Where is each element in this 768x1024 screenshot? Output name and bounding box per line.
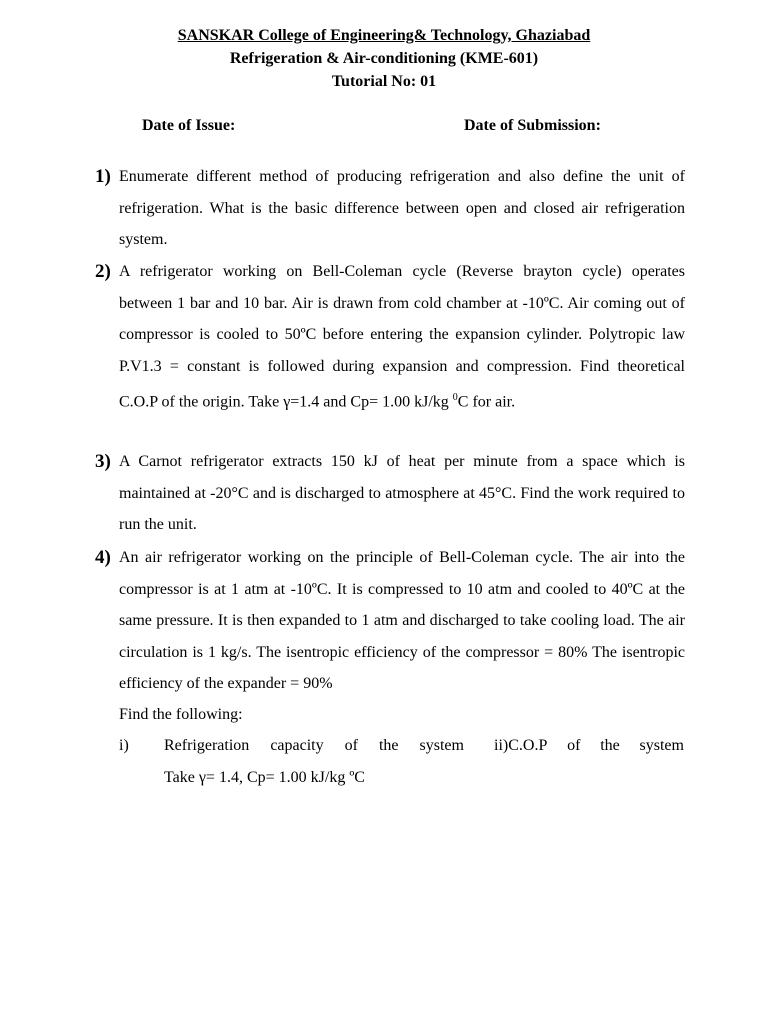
word: the bbox=[600, 737, 620, 754]
question-text-end: C for air. bbox=[457, 393, 516, 411]
date-of-issue-label: Date of Issue: bbox=[142, 117, 236, 134]
question-3 bbox=[95, 446, 685, 541]
question-number: 2) bbox=[95, 261, 111, 282]
course-title: Refrigeration & Air-conditioning (KME-601) bbox=[229, 50, 539, 67]
word: of bbox=[344, 737, 358, 754]
sub-question-left-text bbox=[164, 730, 464, 761]
sub-question-right-text bbox=[494, 730, 684, 761]
question-number: 4) bbox=[95, 547, 111, 568]
question-text-main: A refrigerator working on Bell-Coleman cycle (Reverse brayton cycle) operates between 1 bar and 10 bar. Air is drawn from cold chamber at -10ºC. Air coming out of compressor is cooled to 50ºC before entering the expansion cylinder. Polytropic law P.V1.3 = constant is followed during expansion and compression. Find theoretical C.O.P of the origin. Take γ=1.4 and Cp= 1.00 kJ/kg bbox=[119, 263, 685, 411]
find-following-label: Find the following: bbox=[119, 706, 243, 723]
question-1 bbox=[95, 161, 685, 256]
word: of bbox=[567, 737, 581, 754]
document-header bbox=[0, 24, 768, 93]
question-text: A Carnot refrigerator extracts 150 kJ of heat per minute from a space which is maintained at -20°C and is discharged to atmosphere at 45°C. Find the work required to run the unit. bbox=[119, 453, 685, 533]
degree-superscript: 0 bbox=[452, 392, 458, 403]
institution-name: SANSKAR College of Engineering& Technology, Ghaziabad bbox=[177, 27, 591, 44]
word: ii)C.O.P bbox=[494, 737, 548, 754]
question-2 bbox=[95, 256, 685, 418]
question-text: Enumerate different method of producing refrigeration and also define the unit of refrigeration. What is the basic difference between open and closed air refrigeration system. bbox=[119, 168, 685, 248]
question-number: 1) bbox=[95, 166, 111, 187]
dates-row bbox=[142, 117, 622, 139]
question-number: 3) bbox=[95, 451, 111, 472]
date-of-submission-label: Date of Submission: bbox=[464, 117, 601, 134]
sub-question-number: i) bbox=[119, 737, 129, 754]
question-4 bbox=[95, 542, 685, 700]
word: system bbox=[639, 737, 684, 754]
question-text: An air refrigerator working on the principle of Bell-Coleman cycle. The air into the compressor is at 1 atm at -10ºC. It is compressed to 10 atm and cooled to 40ºC at the same pressure. It is then expanded to 1 atm and discharged to take cooling load. The air circulation is 1 kg/s. The isentropic efficiency of the compressor = 80% The isentropic efficiency of the expander = 90% bbox=[119, 549, 685, 692]
tutorial-number: Tutorial No: 01 bbox=[331, 73, 437, 90]
word: Refrigeration bbox=[164, 737, 250, 754]
word: the bbox=[378, 737, 399, 754]
question-text bbox=[119, 256, 685, 418]
given-values: Take γ= 1.4, Cp= 1.00 kJ/kg ºC bbox=[164, 769, 365, 786]
word: capacity bbox=[270, 737, 324, 754]
word: system bbox=[419, 737, 464, 754]
